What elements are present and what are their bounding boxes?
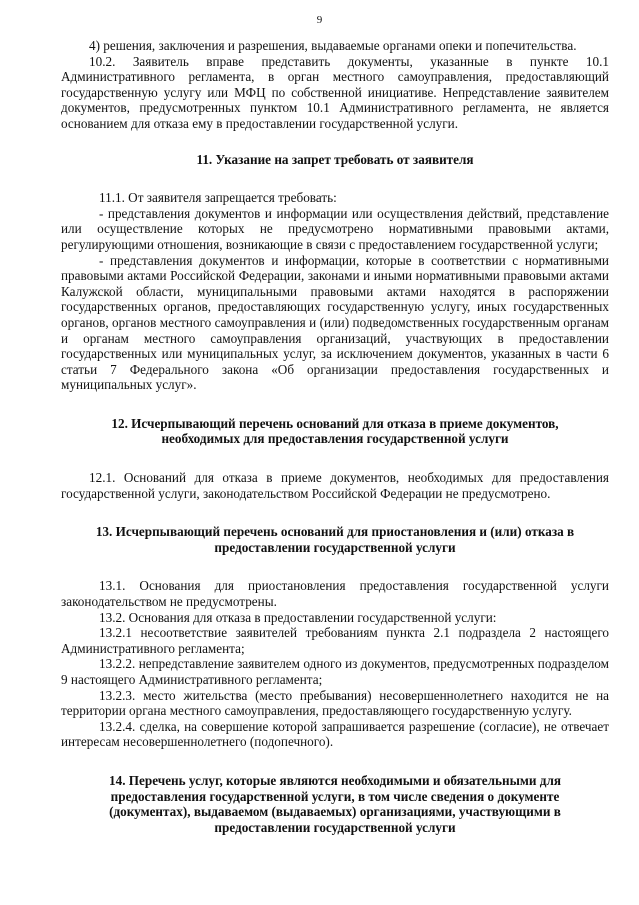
spacer [61, 555, 609, 578]
spacer [61, 167, 609, 190]
spacer [61, 501, 609, 524]
paragraph: 4) решения, заключения и разрешения, выдаваемые органами опеки и попечительства. [89, 38, 577, 53]
paragraph: 13.2.2. непредставление заявителем одного из документов, предусмотренных подразделом 9 настоящего Административного регламента; [61, 656, 609, 687]
spacer [61, 132, 609, 152]
page-number: 9 [316, 14, 323, 26]
spacer [61, 393, 609, 416]
paragraph: 12.1. Оснований для отказа в приеме документов, необходимых для предоставления государственной услуги, законодательством Российской Федерации не предусмотрено. [61, 470, 609, 501]
paragraph: 11.1. От заявителя запрещается требовать: [99, 190, 337, 206]
paragraph: 13.2.3. место жительства (место пребывания) несовершеннолетнего находится не на территории органа местного самоуправления, предоставляющего государственную услугу. [61, 687, 609, 719]
section-heading: 12. Исчерпывающий перечень оснований для отказа в приеме документов, необходимых для предоставления государственной услуги [111, 415, 559, 447]
paragraph: 13.2.1 несоответствие заявителей требованиям пункта 2.1 подраздела 2 настоящего Административного регламента; [61, 625, 609, 656]
paragraph: 13.2.4. сделка, на совершение которой запрашивается разрешение (согласие), не отвечает интересам несовершеннолетнего (подопечного). [61, 718, 609, 750]
section-heading: 11. Указание на запрет требовать от заявителя [196, 151, 474, 167]
paragraph: 10.2. Заявитель вправе представить документы, указанные в пункте 10.1 Административного регламента, в орган местного самоуправления, предоставляющий государственную услугу или МФЦ по собственной инициативе. Непредставление заявителем документов, предусмотренных пунктом 10.1 Административного регламента, не является основанием для отказа ему в предоставлении государственной услуги. [61, 53, 609, 131]
paragraph: - представления документов и информации, которые в соответствии с нормативными правовыми актами Российской Федерации, законами и иными нормативными правовыми актами Калужской области, муниципальными правовыми актами находятся в распоряжении государственных органов, предоставляющих государственную услугу, иных государственных органов, органов местного самоуправления и (или) подведомственных государственным органам и органам местного самоуправления организаций, участвующих в предоставлении государственных или муниципальных услуг, за исключением документов, указанных в части 6 статьи 7 Федерального закона «Об организации предоставления государственных и муниципальных услуг». [61, 252, 609, 393]
paragraph: 13.1. Основания для приостановления предоставления государственной услуги законодательством не предусмотрены. [61, 578, 609, 610]
paragraph: - представления документов и информации или осуществления действий, представление или осуществление которых не предусмотрено нормативными правовыми актами, регулирующими отношения, возникающие в связи с предоставлением государственной услуги; [61, 205, 609, 252]
spacer [61, 447, 609, 470]
spacer [61, 750, 609, 773]
document-body [61, 38, 609, 835]
section-heading: 14. Перечень услуг, которые являются необходимыми и обязательными для предоставления государственной услуги, в том числе сведения о документе (документах), выдаваемом (выдаваемых) организациями, участвующими в предоставлении государственной услуги [109, 772, 561, 835]
section-heading: 13. Исчерпывающий перечень оснований для приостановления и (или) отказа в предоставлении государственной услуги [95, 524, 575, 555]
paragraph: 13.2. Основания для отказа в предоставлении государственной услуги: [99, 609, 497, 625]
